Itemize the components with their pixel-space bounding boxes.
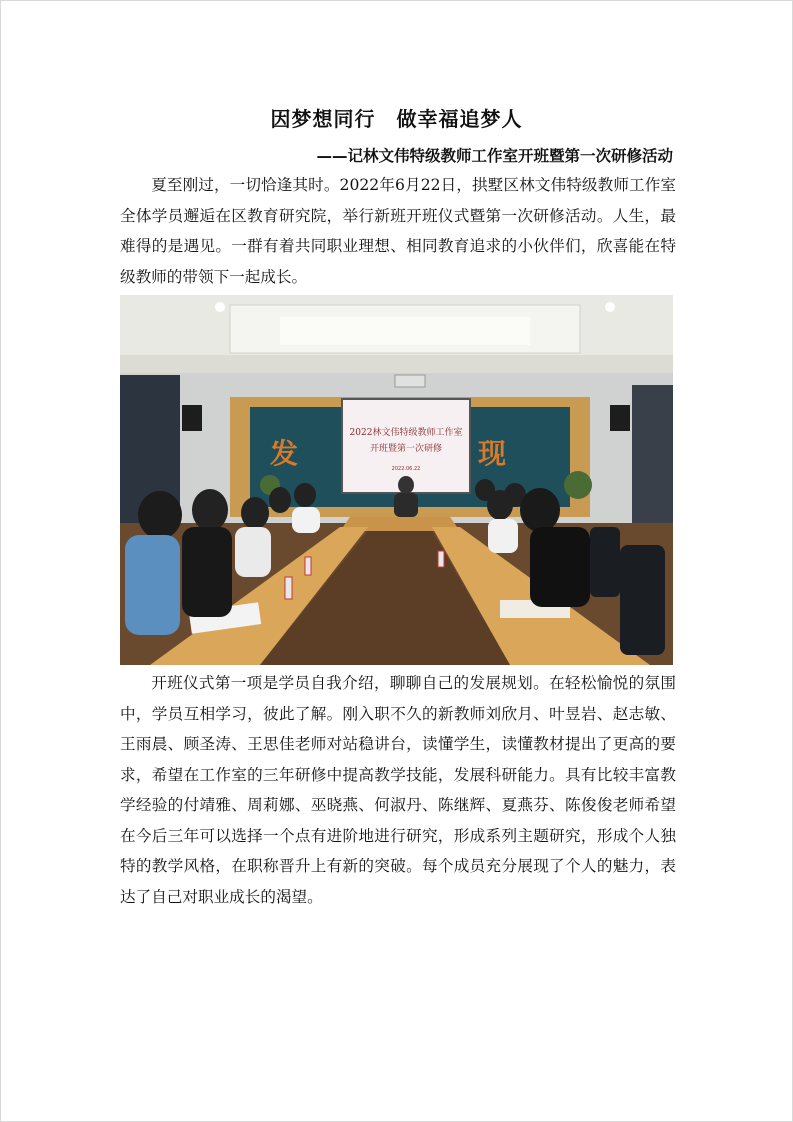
paragraph-intro: 夏至刚过，一切恰逢其时。2022年6月22日，拱墅区林文伟特级教师工作室全体学员邂逅在区教育研究院，举行新班开班仪式暨第一次研修活动。人生，最难得的是遇见。一群有着共同职业理想、相同教育追求的小伙伴们，欣喜能在特级教师的带领下一起成长。 — [120, 176, 676, 286]
article-subtitle: ——记林文伟特级教师工作室开班暨第一次研修活动 — [316, 147, 673, 165]
banner-right-text: 现 — [478, 437, 507, 470]
screen-title-line1: 2022林文伟特级教师工作室 — [349, 428, 463, 438]
screen-date: 2022.06.22 — [391, 466, 421, 472]
meeting-photo — [120, 295, 673, 665]
article-title: 因梦想同行 做幸福追梦人 — [270, 107, 523, 131]
banner-left-text: 发 — [270, 437, 299, 470]
screen-title-line2: 开班暨第一次研修 — [369, 444, 443, 454]
paragraph-introductions: 开班仪式第一项是学员自我介绍，聊聊自己的发展规划。在轻松愉悦的氛围中，学员互相学习，彼此了解。刚入职不久的新教师刘欣月、叶昱岩、赵志敏、王雨晨、顾圣涛、王思佳老师对站稳讲台，读懂学生，读懂教材提出了更高的要求，希望在工作室的三年研修中提高教学技能，发展科研能力。具有比较丰富教学经验的付靖雅、周莉娜、巫晓燕、何淑丹、陈继辉、夏燕芬、陈俊俊老师希望在今后三年可以选择一个点有进阶地进行研究，形成系列主题研究，形成个人独特的教学风格，在职称晋升上有新的突破。每个成员充分展现了个人的魅力，表达了自己对职业成长的渴望。 — [120, 674, 676, 906]
